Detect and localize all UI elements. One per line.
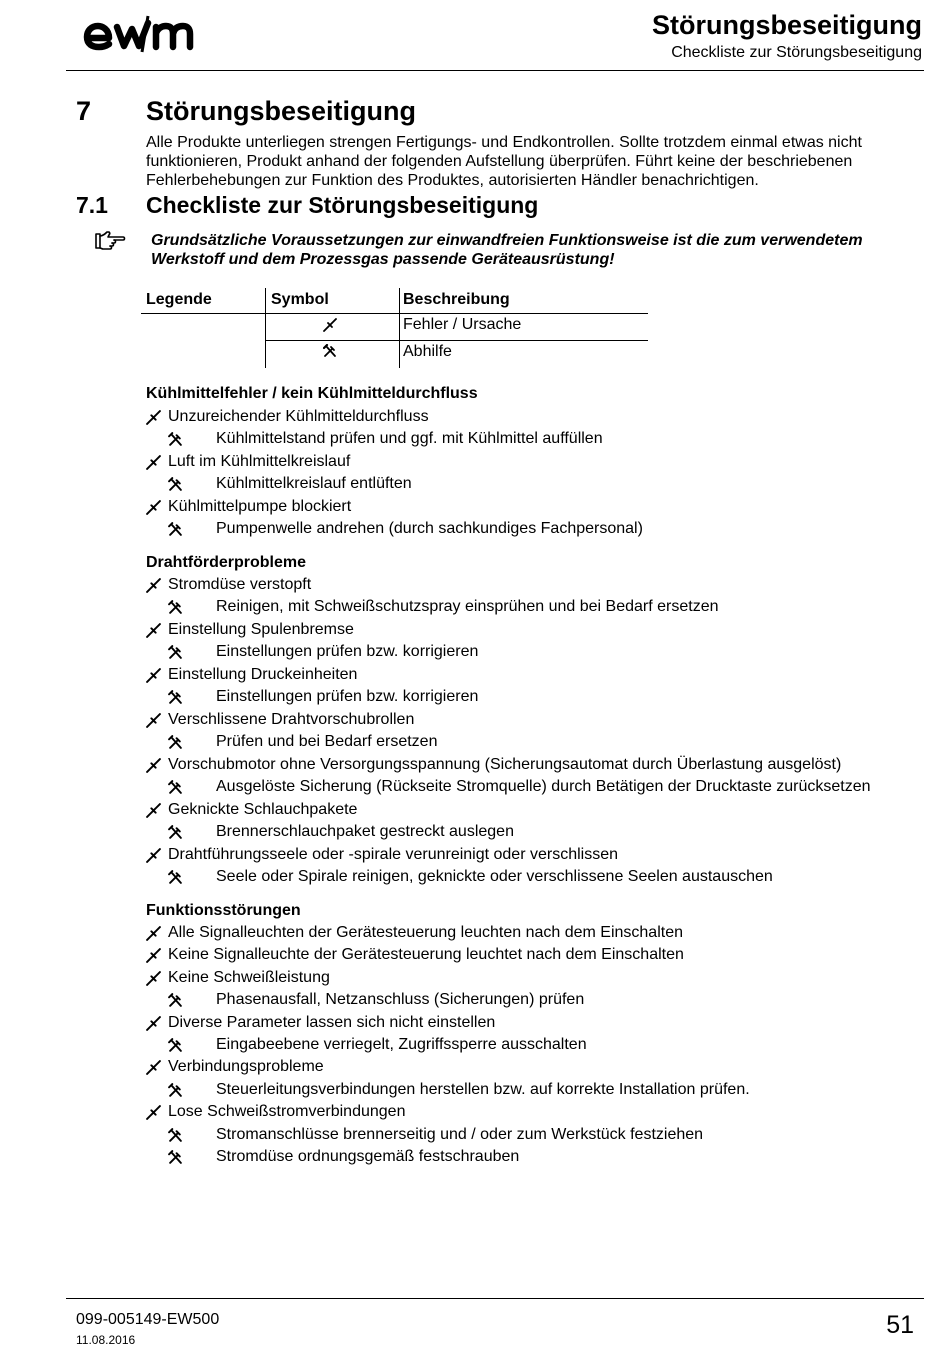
legend-table xyxy=(141,288,648,368)
remedy-tools-icon xyxy=(168,477,183,492)
pointing-hand-icon xyxy=(94,228,126,252)
fault-icon xyxy=(146,1060,161,1075)
fault-text: Einstellung Spulenbremse xyxy=(168,621,354,638)
header-subtitle: Checkliste zur Störungsbeseitigung xyxy=(671,44,922,61)
legend-header-legende: Legende xyxy=(146,291,212,308)
fault-icon xyxy=(146,410,161,425)
fault-text: Luft im Kühlmittelkreislauf xyxy=(168,453,351,470)
fault-icon xyxy=(146,848,161,863)
legend-header-beschreibung: Beschreibung xyxy=(403,291,510,308)
remedy-text: Pumpenwelle andrehen (durch sachkundiges Fachpersonal) xyxy=(216,520,643,537)
fault-icon xyxy=(146,623,161,638)
fault-icon xyxy=(146,500,161,515)
chapter-title: Störungsbeseitigung xyxy=(146,96,416,126)
page-number: 51 xyxy=(886,1311,914,1339)
fault-text: Verbindungsprobleme xyxy=(168,1058,324,1075)
remedy-text: Kühlmittelkreislauf entlüften xyxy=(216,475,412,492)
legend-label-remedy: Abhilfe xyxy=(403,343,452,360)
remedy-text: Einstellungen prüfen bzw. korrigieren xyxy=(216,643,479,660)
remedy-tools-icon xyxy=(168,522,183,537)
fault-text: Vorschubmotor ohne Versorgungsspannung (Sicherungsautomat durch Überlastung ausgelöst) xyxy=(168,756,842,773)
legend-header-symbol: Symbol xyxy=(271,291,329,308)
fault-text: Drahtführungsseele oder -spirale verunreinigt oder verschlissen xyxy=(168,846,619,863)
fault-icon xyxy=(146,758,161,773)
header-title: Störungsbeseitigung xyxy=(652,10,922,40)
remedy-tools-icon xyxy=(168,600,183,615)
fault-icon xyxy=(146,971,161,986)
remedy-tools-icon xyxy=(168,993,183,1008)
remedy-tools-icon xyxy=(168,1128,183,1143)
fault-text: Unzureichender Kühlmitteldurchfluss xyxy=(168,408,429,425)
group-title-coolant: Kühlmittelfehler / kein Kühlmitteldurchfluss xyxy=(146,385,478,402)
legend-row-rule xyxy=(265,340,648,341)
fault-icon xyxy=(146,668,161,683)
remedy-tools-icon xyxy=(168,735,183,750)
remedy-text: Steuerleitungsverbindungen herstellen bzw. auf korrekte Installation prüfen. xyxy=(216,1081,750,1098)
remedy-text: Brennerschlauchpaket gestreckt auslegen xyxy=(216,823,514,840)
remedy-text: Einstellungen prüfen bzw. korrigieren xyxy=(216,688,479,705)
remedy-tools-icon xyxy=(168,1150,183,1165)
remedy-tools-icon xyxy=(168,690,183,705)
remedy-tools-icon xyxy=(168,870,183,885)
fault-icon xyxy=(146,926,161,941)
chapter-intro: Alle Produkte unterliegen strengen Fertigungs- und Endkontrollen. Sollte trotzdem einmal etwas nicht funktionieren, Produkt anhand der folgenden Aufstellung überprüfen. Führt keine der beschriebenen Fehlerbehebungen zur Funktion des Produktes, autorisierten Händler benachrichtigen. xyxy=(146,134,862,189)
remedy-text: Stromdüse ordnungsgemäß festschrauben xyxy=(216,1148,520,1165)
fault-text: Lose Schweißstromverbindungen xyxy=(168,1103,406,1120)
legend-header-rule xyxy=(141,313,648,314)
remedy-text: Seele oder Spirale reinigen, geknickte oder verschlissene Seelen austauschen xyxy=(216,868,773,885)
section-note: Grundsätzliche Voraussetzungen zur einwandfreien Funktionsweise ist die zum verwendetem Werkstoff und dem Prozessgas passende Geräteausrüstung! xyxy=(151,232,863,268)
fault-icon xyxy=(146,1016,161,1031)
fault-text: Keine Signalleuchte der Gerätesteuerung leuchtet nach dem Einschalten xyxy=(168,946,684,963)
fault-icon xyxy=(146,803,161,818)
fault-text: Kühlmittelpumpe blockiert xyxy=(168,498,352,515)
fault-text: Diverse Parameter lassen sich nicht einstellen xyxy=(168,1014,496,1031)
fault-text: Einstellung Druckeinheiten xyxy=(168,666,358,683)
remedy-tools-icon xyxy=(168,1083,183,1098)
remedy-tools-icon xyxy=(168,780,183,795)
fault-icon xyxy=(146,455,161,470)
remedy-tools-icon xyxy=(168,1038,183,1053)
remedy-text: Phasenausfall, Netzanschluss (Sicherungen) prüfen xyxy=(216,991,585,1008)
remedy-text: Ausgelöste Sicherung (Rückseite Stromquelle) durch Betätigen der Drucktaste zurücksetzen xyxy=(216,778,871,795)
legend-col-divider xyxy=(265,288,266,368)
remedy-tools-icon xyxy=(168,825,183,840)
legend-label-fault: Fehler / Ursache xyxy=(403,316,522,333)
footer-divider xyxy=(66,1298,924,1299)
fault-icon xyxy=(146,948,161,963)
document-date: 11.08.2016 xyxy=(76,1333,136,1347)
group-title-wire-feed: Drahtförderprobleme xyxy=(146,554,307,571)
fault-text: Alle Signalleuchten der Gerätesteuerung leuchten nach dem Einschalten xyxy=(168,924,683,941)
section-title: Checkliste zur Störungsbeseitigung xyxy=(146,192,539,218)
remedy-text: Prüfen und bei Bedarf ersetzen xyxy=(216,733,438,750)
fault-text: Stromdüse verstopft xyxy=(168,576,312,593)
remedy-tools-icon xyxy=(323,344,337,358)
remedy-text: Reinigen, mit Schweißschutzspray einsprühen und bei Bedarf ersetzen xyxy=(216,598,719,615)
remedy-text: Kühlmittelstand prüfen und ggf. mit Kühlmittel auffüllen xyxy=(216,430,603,447)
ewm-logo xyxy=(82,14,214,54)
fault-text: Keine Schweißleistung xyxy=(168,969,330,986)
header-divider xyxy=(66,70,924,71)
fault-icon xyxy=(146,713,161,728)
document-number: 099-005149-EW500 xyxy=(76,1311,220,1328)
fault-text: Geknickte Schlauchpakete xyxy=(168,801,358,818)
chapter-number: 7 xyxy=(76,96,92,126)
fault-text: Verschlissene Drahtvorschubrollen xyxy=(168,711,415,728)
remedy-text: Stromanschlüsse brennerseitig und / oder zum Werkstück festziehen xyxy=(216,1126,704,1143)
remedy-tools-icon xyxy=(168,645,183,660)
section-number: 7.1 xyxy=(76,192,108,218)
remedy-tools-icon xyxy=(168,432,183,447)
group-title-malfunctions: Funktionsstörungen xyxy=(146,902,301,919)
legend-col-divider xyxy=(399,288,400,368)
remedy-text: Eingabeebene verriegelt, Zugriffssperre ausschalten xyxy=(216,1036,587,1053)
fault-icon xyxy=(146,578,161,593)
fault-icon xyxy=(323,318,337,332)
fault-icon xyxy=(146,1105,161,1120)
